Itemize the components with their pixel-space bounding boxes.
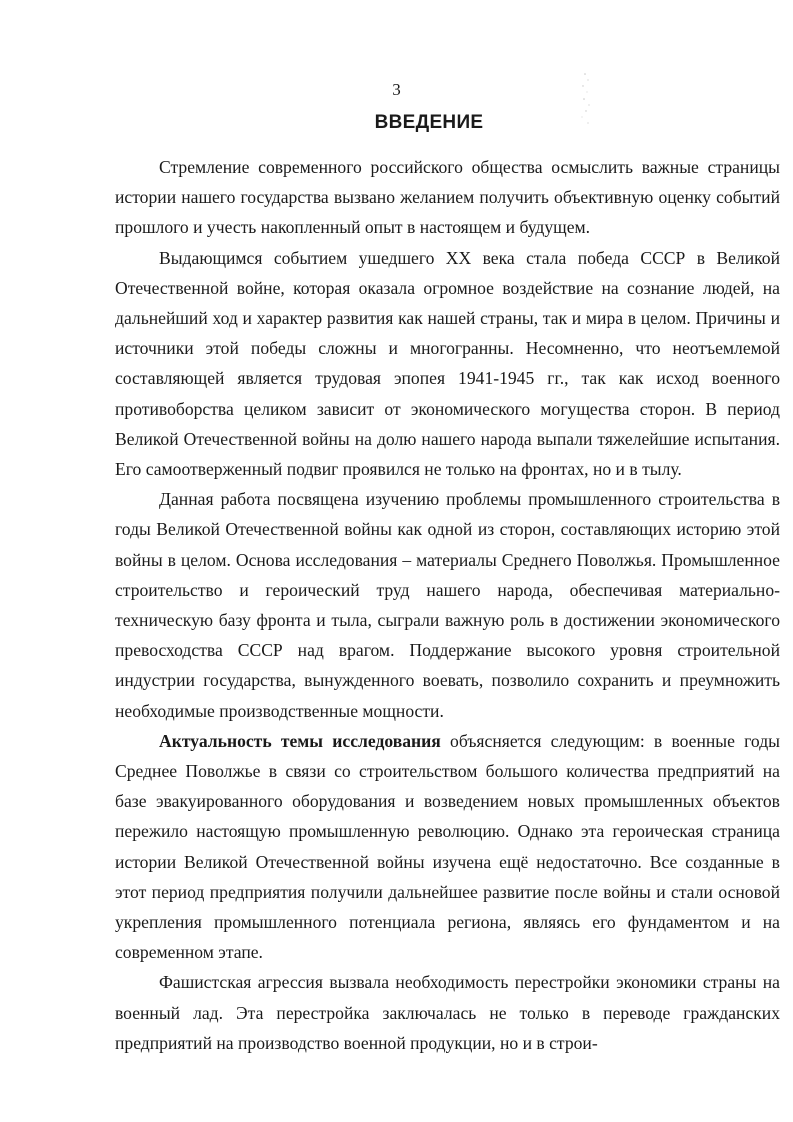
- paragraph: Фашистская агрессия вызвала необходимость перестройки экономики страны на военный лад. Эта перестройка заключалась не только в переводе гражданских предприятий на производство военной продукции, но и в строи-: [115, 972, 780, 1053]
- body-text: [115, 152, 780, 1058]
- section-heading: ВВЕДЕНИЕ: [374, 112, 484, 133]
- page-number: 3: [392, 80, 401, 99]
- paragraph: Выдающимся событием ушедшего XX века стала победа СССР в Великой Отечественной войне, которая оказала огромное воздействие на сознание людей, на дальнейший ход и характер развития как нашей страны, так и мира в целом. Причины и источники этой победы сложны и многогранны. Несомненно, что неотъемлемой составляющей является трудовая эпопея 1941-1945 гг., так как исход военного противоборства целиком зависит от экономического могущества сторон. В период Великой Отечественной войны на долю нашего народа выпали тяжелейшие испытания. Его самоотверженный подвиг проявился не только на фронтах, но и в тылу.: [115, 247, 780, 480]
- paragraph: Стремление современного российского общества осмыслить важные страницы истории нашего государства вызвано желанием получить объективную оценку событий прошлого и учесть накопленный опыт в настоящем и будущем.: [115, 157, 780, 238]
- paragraph-continuation: объясняется следующим: в военные годы Среднее Поволжье в связи со строительством большого количества предприятий на базе эвакуированного оборудования и возведением новых промышленных объектов пережило настоящую промышленную революцию. Однако эта героическая страница истории Великой Отечественной войны изучена ещё недостаточно. Все созданные в этот период предприятия получили дальнейшее развитие после войны и стали основой укрепления промышленного потенциала региона, являясь его фундаментом и на современном этапе.: [115, 730, 780, 963]
- paragraph: Данная работа посвящена изучению проблемы промышленного строительства в годы Великой Отечественной войны как одной из сторон, составляющих историю этой войны в целом. Основа исследования – материалы Среднего Поволжья. Промышленное строительство и героический труд нашего народа, обеспечивая материально-техническую базу фронта и тыла, сыграли важную роль в достижении экономического превосходства СССР над врагом. Поддержание высокого уровня строительной индустрии государства, вынужденного воевать, позволило сохранить и преумножить необходимые производственные мощности.: [115, 489, 780, 721]
- paragraph-lead-emphasis: Актуальность темы исследования: [159, 730, 441, 751]
- paragraph: [115, 726, 780, 968]
